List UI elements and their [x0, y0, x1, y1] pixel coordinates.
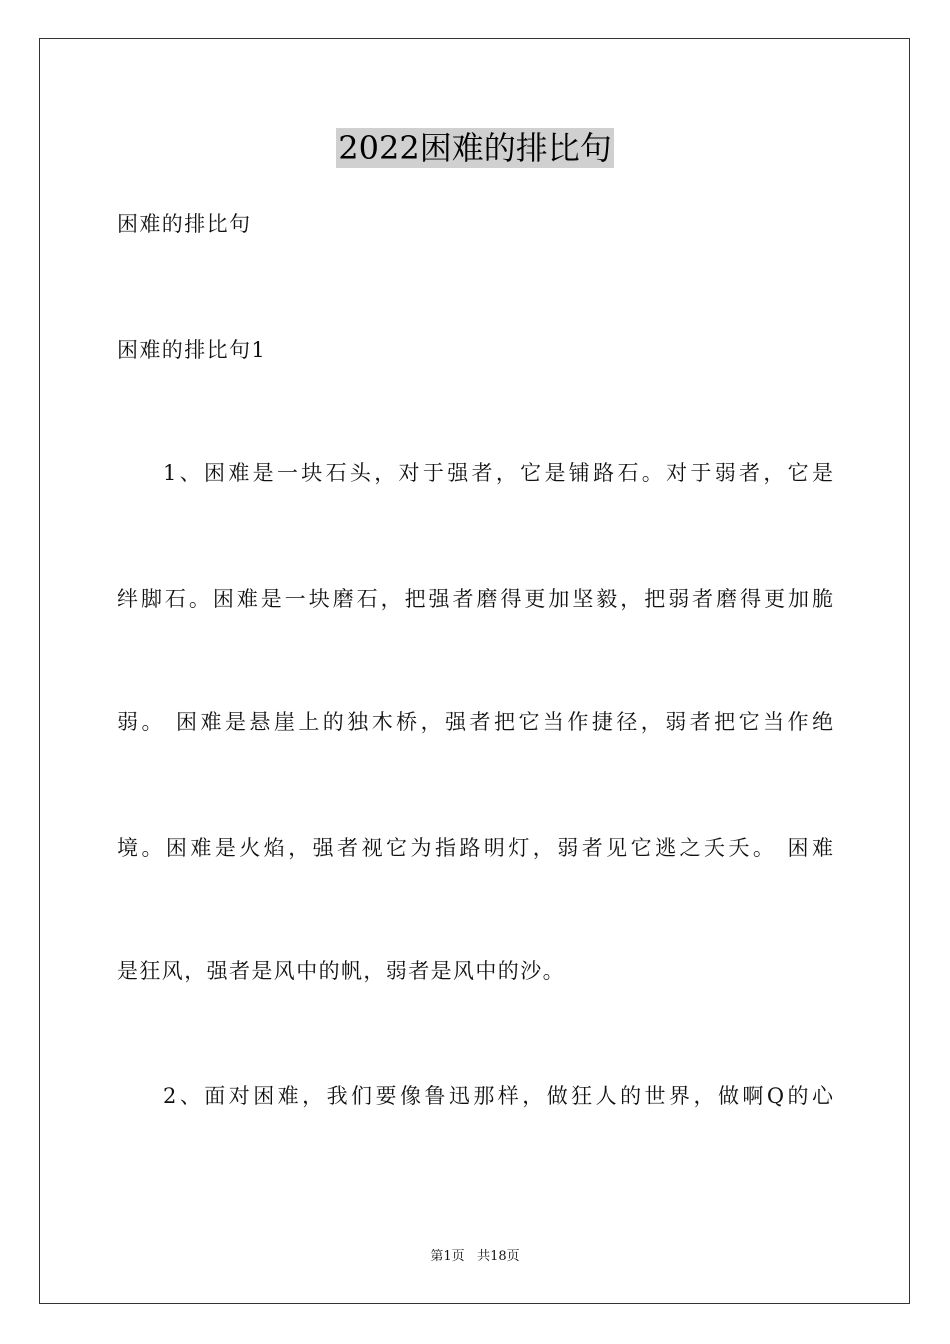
subtitle: 困难的排比句 — [117, 212, 252, 236]
paragraph-line: 境。困难是火焰，强者视它为指路明灯，弱者见它逃之夭夭。 困难 — [117, 836, 833, 860]
title-container — [0, 128, 950, 168]
page-total: 共18页 — [477, 1249, 520, 1264]
paragraph-line: 是狂风，强者是风中的帆，弱者是风中的沙。 — [117, 959, 565, 983]
paragraph-line: 1、困难是一块石头，对于强者，它是铺路石。对于弱者，它是 — [163, 461, 833, 485]
paragraph-line: 2、面对困难，我们要像鲁迅那样，做狂人的世界，做啊Q的心 — [163, 1084, 833, 1108]
section-heading: 困难的排比句1 — [117, 338, 267, 362]
paragraph-line: 绊脚石。困难是一块磨石，把强者磨得更加坚毅，把弱者磨得更加脆 — [117, 587, 833, 611]
page-footer — [0, 1248, 950, 1266]
document-title: 2022困难的排比句 — [338, 129, 612, 167]
paragraph-line: 弱。 困难是悬崖上的独木桥，强者把它当作捷径，弱者把它当作绝 — [117, 710, 833, 734]
page-number: 第1页 — [430, 1249, 465, 1264]
